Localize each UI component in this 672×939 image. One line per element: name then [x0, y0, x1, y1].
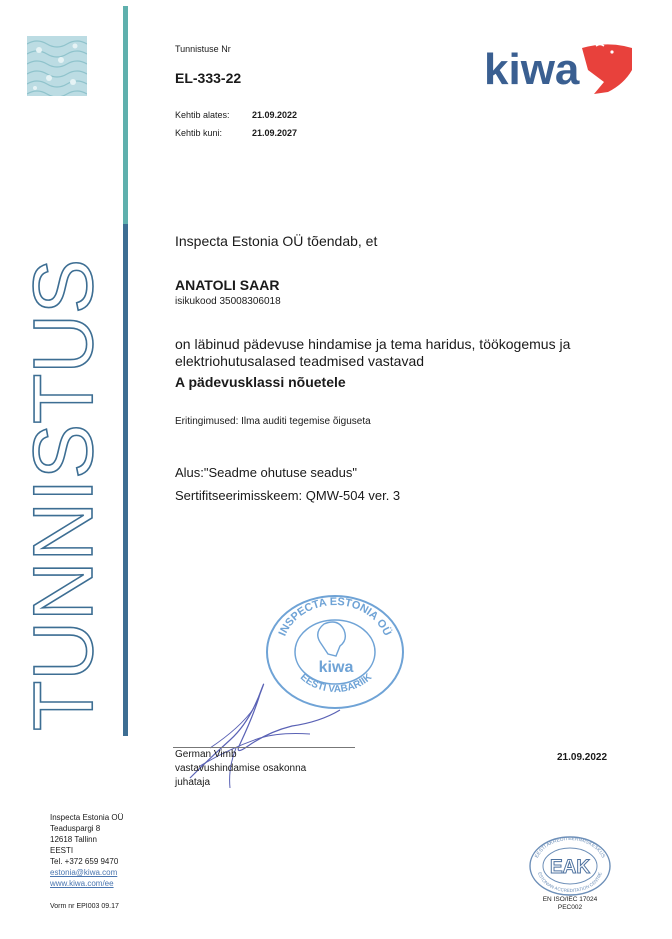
kiwa-logo: [484, 40, 634, 98]
issuer-statement: Inspecta Estonia OÜ tõendab, et: [175, 233, 378, 249]
company-address: [50, 812, 123, 889]
company-postal: 12618 Tallinn: [50, 835, 98, 844]
svg-text:INSPECTA ESTONIA OÜ: [277, 596, 395, 638]
special-conditions: Eritingimused: Ilma auditi tegemise õiguseta: [175, 416, 371, 427]
valid-to-date: 21.09.2027: [252, 128, 298, 138]
accreditation-details: [518, 896, 622, 912]
eak-ring-bottom-text: ESTONIAN ACCREDITATION CENTRE: [537, 871, 603, 894]
vertical-title-text: TUNNISTUS: [16, 258, 102, 731]
signatory-role-line-1: vastavushindamise osakonna: [175, 763, 307, 774]
accent-stripe-teal: [123, 6, 128, 224]
kiwa-logo-text: kiwa: [484, 45, 580, 94]
handwritten-signature: [170, 648, 360, 798]
company-website-link[interactable]: www.kiwa.com/ee: [50, 879, 114, 888]
valid-to-label: Kehtib kuni:: [175, 128, 223, 138]
stamp-center-text: kiwa: [318, 659, 354, 676]
accreditation-standard: EN ISO/IEC 17024: [542, 896, 598, 903]
accreditation-code: PEC002: [557, 904, 583, 911]
eak-logo-text: EAK: [549, 857, 591, 878]
certificate-number-label: Tunnistuse Nr: [175, 44, 231, 54]
form-number: Vorm nr EPI003 09.17: [50, 903, 119, 910]
company-country: EESTI: [50, 846, 74, 855]
stamp-bottom-text: EESTI VABARIIK: [297, 671, 375, 696]
vertical-title: [16, 258, 102, 733]
company-email-link[interactable]: estonia@kiwa.com: [50, 868, 118, 877]
eak-accreditation-logo: [524, 834, 616, 896]
valid-from-date: 21.09.2022: [252, 110, 298, 120]
company-street: Teaduspargi 8: [50, 824, 101, 833]
competence-class: A pädevusklassi nõuetele: [175, 374, 346, 390]
signatory-name: German Vimb: [175, 749, 237, 760]
accent-stripe-blue: [123, 224, 128, 736]
statement-line-2: elektriohutusalased teadmised vastavad: [175, 353, 425, 369]
signatory-role-line-2: juhataja: [175, 777, 211, 788]
valid-from-label: Kehtib alates:: [175, 110, 230, 120]
decorative-pattern: [27, 36, 87, 96]
certificate-number: EL-333-22: [175, 70, 242, 86]
legal-basis: Alus:"Seadme ohutuse seadus": [175, 465, 357, 480]
signature-date: 21.09.2022: [557, 752, 608, 763]
signature-line: [173, 747, 355, 748]
holder-id: isikukood 35008306018: [175, 296, 281, 307]
eak-ring-top-text: EESTI AKREDITEERIMISKESKUS: [533, 835, 607, 860]
statement-line-1: on läbinud pädevuse hindamise ja tema haridus, töökogemus ja: [175, 336, 571, 352]
certification-scheme: Sertifitseerimisskeem: QMW-504 ver. 3: [175, 488, 401, 503]
company-name: Inspecta Estonia OÜ: [50, 813, 124, 822]
company-phone: Tel. +372 659 9470: [50, 857, 119, 866]
holder-name: ANATOLI SAAR: [175, 277, 280, 293]
stamp-top-text: INSPECTA ESTONIA OÜ: [276, 595, 394, 638]
